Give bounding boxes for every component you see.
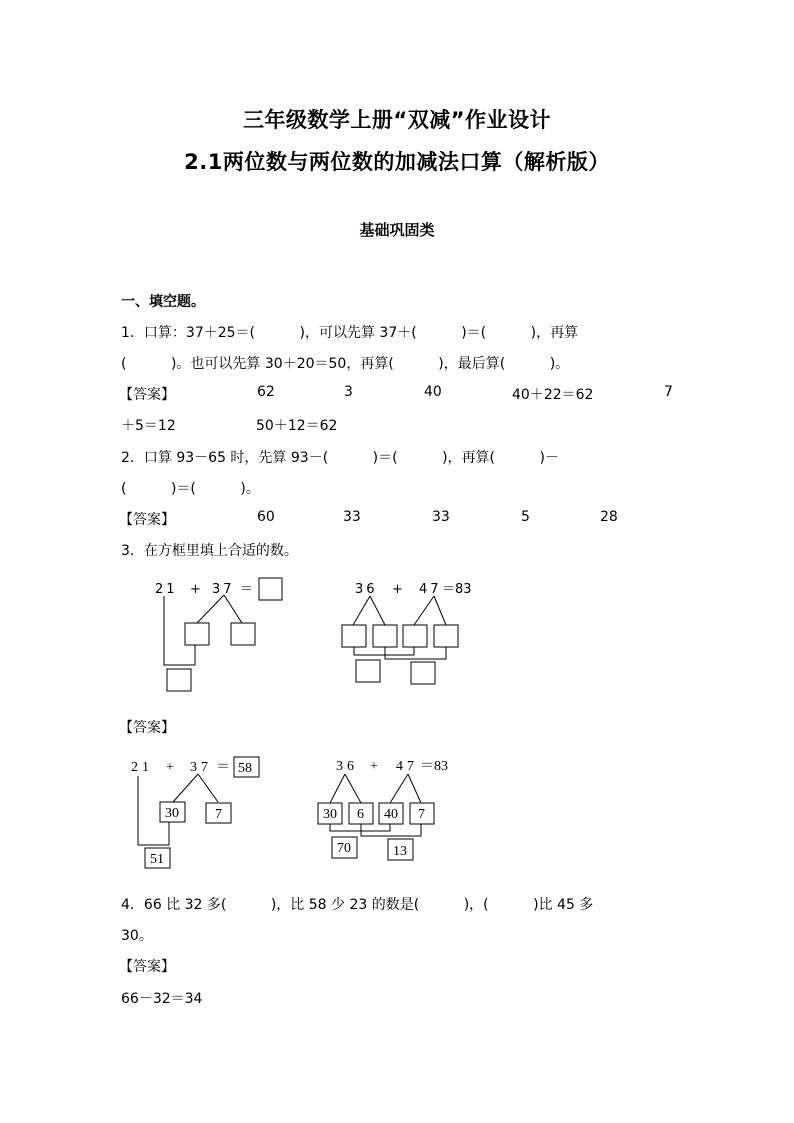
q1-answer-label: 【答案】	[119, 387, 175, 403]
q3-ans-left-total: 51	[150, 852, 164, 867]
q3-prompt: 3．在方框里填上合适的数。	[121, 543, 298, 559]
q1-answer-3: 40	[424, 384, 442, 400]
q3-ans-left-op: +	[166, 760, 174, 775]
q2-answer-label: 【答案】	[119, 512, 175, 528]
doc-title-line2: 2.1两位数与两位数的加减法口算（解析版）	[184, 150, 610, 174]
q3-right-a: 36	[355, 582, 378, 597]
q3-ans-right-op: +	[370, 759, 378, 774]
q3-ans-right-eq: ＝83	[420, 759, 448, 774]
q3-ans-left-result: 58	[238, 761, 252, 776]
q3-left-eq: ＝	[240, 582, 254, 597]
q2-line2: ( )＝( )。	[121, 481, 260, 497]
q3-right-op: +	[392, 582, 403, 597]
q4-line2: 30。	[121, 928, 153, 944]
q4-line1: 4．66 比 32 多( )，比 58 少 23 的数是( )，( )比 45 多	[121, 897, 594, 913]
doc-title-line1: 三年级数学上册“双减”作业设计	[242, 108, 552, 132]
q2-answer-3: 33	[432, 509, 450, 525]
q3-ans-right-sum-tens: 70	[337, 841, 351, 856]
q3-ans-right-b1: 30	[323, 807, 337, 822]
part1-title: 一、填空题。	[121, 294, 205, 310]
q3-ans-right-b2: 6	[357, 807, 364, 822]
q3-ans-right-a: 36	[336, 759, 358, 774]
q2-answer-5: 28	[600, 509, 618, 525]
q3-left-a: 21	[155, 582, 178, 597]
q3-left-b: 37	[212, 582, 235, 597]
q4-answer: 66－32＝34	[121, 991, 203, 1007]
q2-answer-4: 5	[521, 509, 530, 525]
q1-line1: 1．口算：37＋25＝( )，可以先算 37＋( )＝( )，再算	[121, 325, 579, 341]
q2-answer-1: 60	[257, 509, 275, 525]
q2-answer-2: 33	[343, 509, 361, 525]
q1-answer-1: 62	[257, 384, 275, 400]
q1-line2: ( )。也可以先算 30＋20＝50，再算( )，最后算( )。	[121, 356, 570, 372]
q3-ans-left-a: 21	[131, 760, 153, 775]
q3-right-eq: ＝83	[442, 582, 472, 597]
q1-answer-4: 40＋22＝62	[512, 387, 594, 403]
section-title: 基础巩固类	[359, 221, 435, 239]
q3-right-b: 47	[419, 582, 442, 597]
q3-ans-left-tens: 30	[165, 806, 179, 821]
q1-answer-5: 7	[664, 384, 673, 400]
q3-ans-left-ones: 7	[215, 807, 222, 822]
q3-ans-right-b4: 7	[418, 807, 425, 822]
q3-ans-right-sum-ones: 13	[393, 844, 407, 859]
q3-left-op: +	[190, 582, 201, 597]
q3-ans-left-eq: ＝	[216, 760, 230, 775]
q3-ans-right-b3: 40	[384, 807, 398, 822]
q3-ans-left-b: 37	[190, 760, 212, 775]
q4-answer-label: 【答案】	[119, 959, 175, 975]
q1-answer-6: ＋5＝12	[121, 418, 176, 434]
q1-answer-2: 3	[344, 384, 353, 400]
q2-line1: 2．口算 93－65 时，先算 93－( )＝( )，再算( )－	[121, 450, 559, 466]
q1-answer-7: 50＋12＝62	[256, 418, 338, 434]
q3-answer-label: 【答案】	[119, 720, 175, 736]
q3-ans-right-b: 47	[396, 759, 418, 774]
